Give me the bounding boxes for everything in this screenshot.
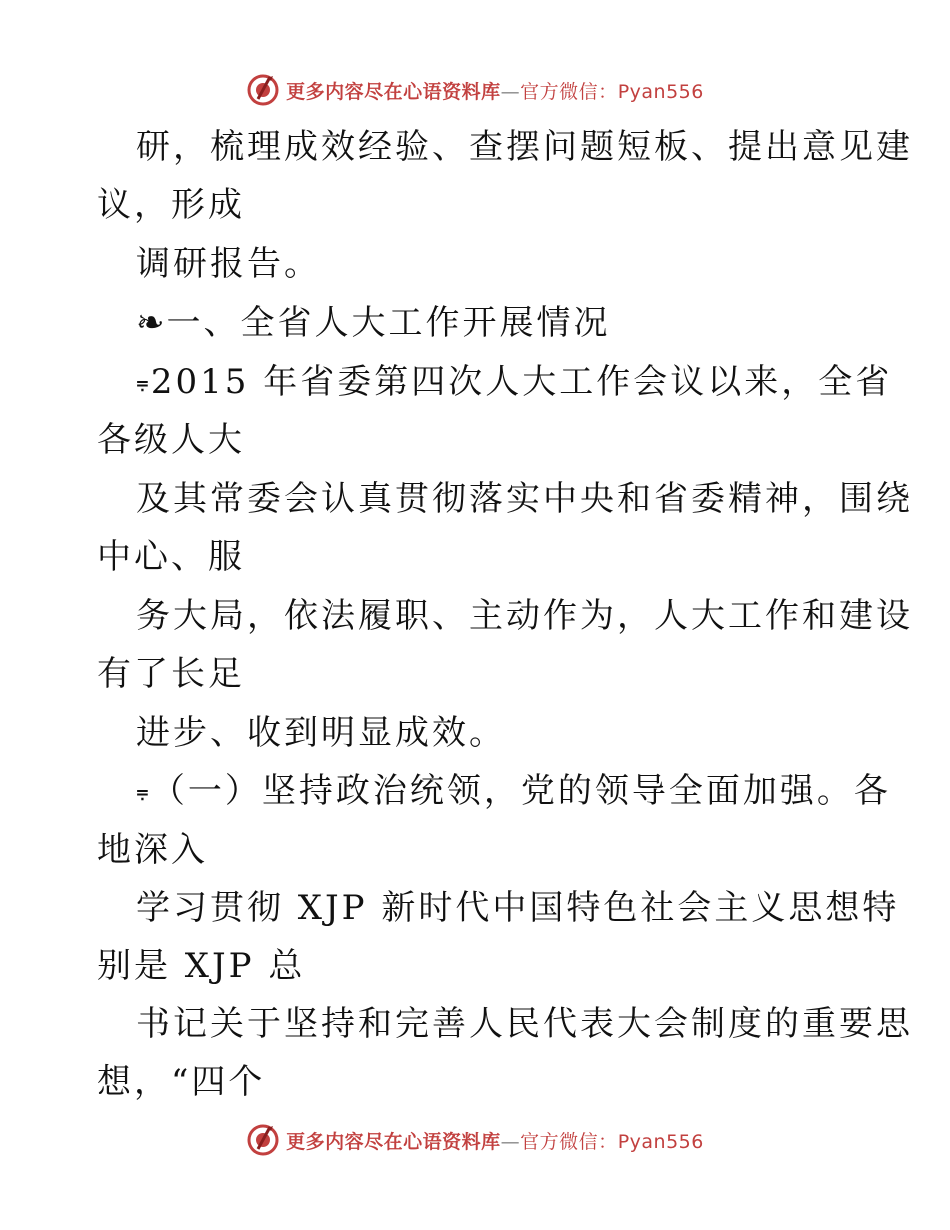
- watermark-wechat-label: 官方微信：: [520, 1130, 618, 1153]
- paragraph-start: [136, 362, 892, 402]
- text-line: 别是 XJP 总: [97, 946, 306, 986]
- footer-watermark: [0, 1120, 950, 1160]
- paragraph-text: 2015 年省委第四次人大工作会议以来，全省: [150, 362, 893, 402]
- watermark-separator: —: [500, 80, 521, 103]
- watermark-wechat-id: Pyan556: [617, 1130, 704, 1153]
- text-line: 有了长足: [97, 654, 245, 694]
- text-line: 中心、服: [97, 537, 245, 577]
- text-line: 进步、收到明显成效。: [136, 713, 506, 753]
- watermark-separator: —: [500, 1130, 521, 1153]
- text-line: 各级人大: [97, 420, 245, 460]
- watermark-brand: 更多内容尽在心语资料库: [286, 80, 501, 103]
- text-line: 学习贯彻 XJP 新时代中国特色社会主义思想特: [136, 888, 900, 928]
- text-line: 想，“四个: [97, 1062, 266, 1102]
- text-line: 地深入: [97, 830, 208, 870]
- watermark-text: [286, 77, 704, 104]
- paragraph-start: [136, 771, 891, 811]
- text-line: 务大局，依法履职、主动作为，人大工作和建设: [136, 596, 913, 636]
- watermark-brand: 更多内容尽在心语资料库: [286, 1130, 501, 1153]
- watermark-wechat-id: Pyan556: [617, 80, 704, 103]
- watermark-wechat-label: 官方微信：: [520, 80, 618, 103]
- text-line: 议，形成: [97, 185, 245, 225]
- text-line: 书记关于坚持和完善人民代表大会制度的重要思: [136, 1004, 913, 1044]
- brand-logo-icon: [246, 1123, 280, 1157]
- watermark-text: [286, 1127, 704, 1154]
- text-line: 及其常委会认真贯彻落实中央和省委精神，围绕: [136, 479, 913, 519]
- paragraph-mark-icon: ⩦: [136, 370, 149, 395]
- text-line: 调研报告。: [136, 244, 321, 284]
- text-line: 研，梳理成效经验、查摆问题短板、提出意见建: [136, 127, 913, 167]
- paragraph-mark-icon: ⩦: [136, 779, 149, 804]
- section-heading-text: 一、全省人大工作开展情况: [166, 303, 611, 343]
- paragraph-text: （一）坚持政治统领，党的领导全面加强。各: [150, 771, 891, 811]
- section-heading: [136, 303, 611, 343]
- header-watermark: [0, 70, 950, 110]
- brand-logo-icon: [246, 73, 280, 107]
- section-mark-icon: ❧: [136, 303, 165, 343]
